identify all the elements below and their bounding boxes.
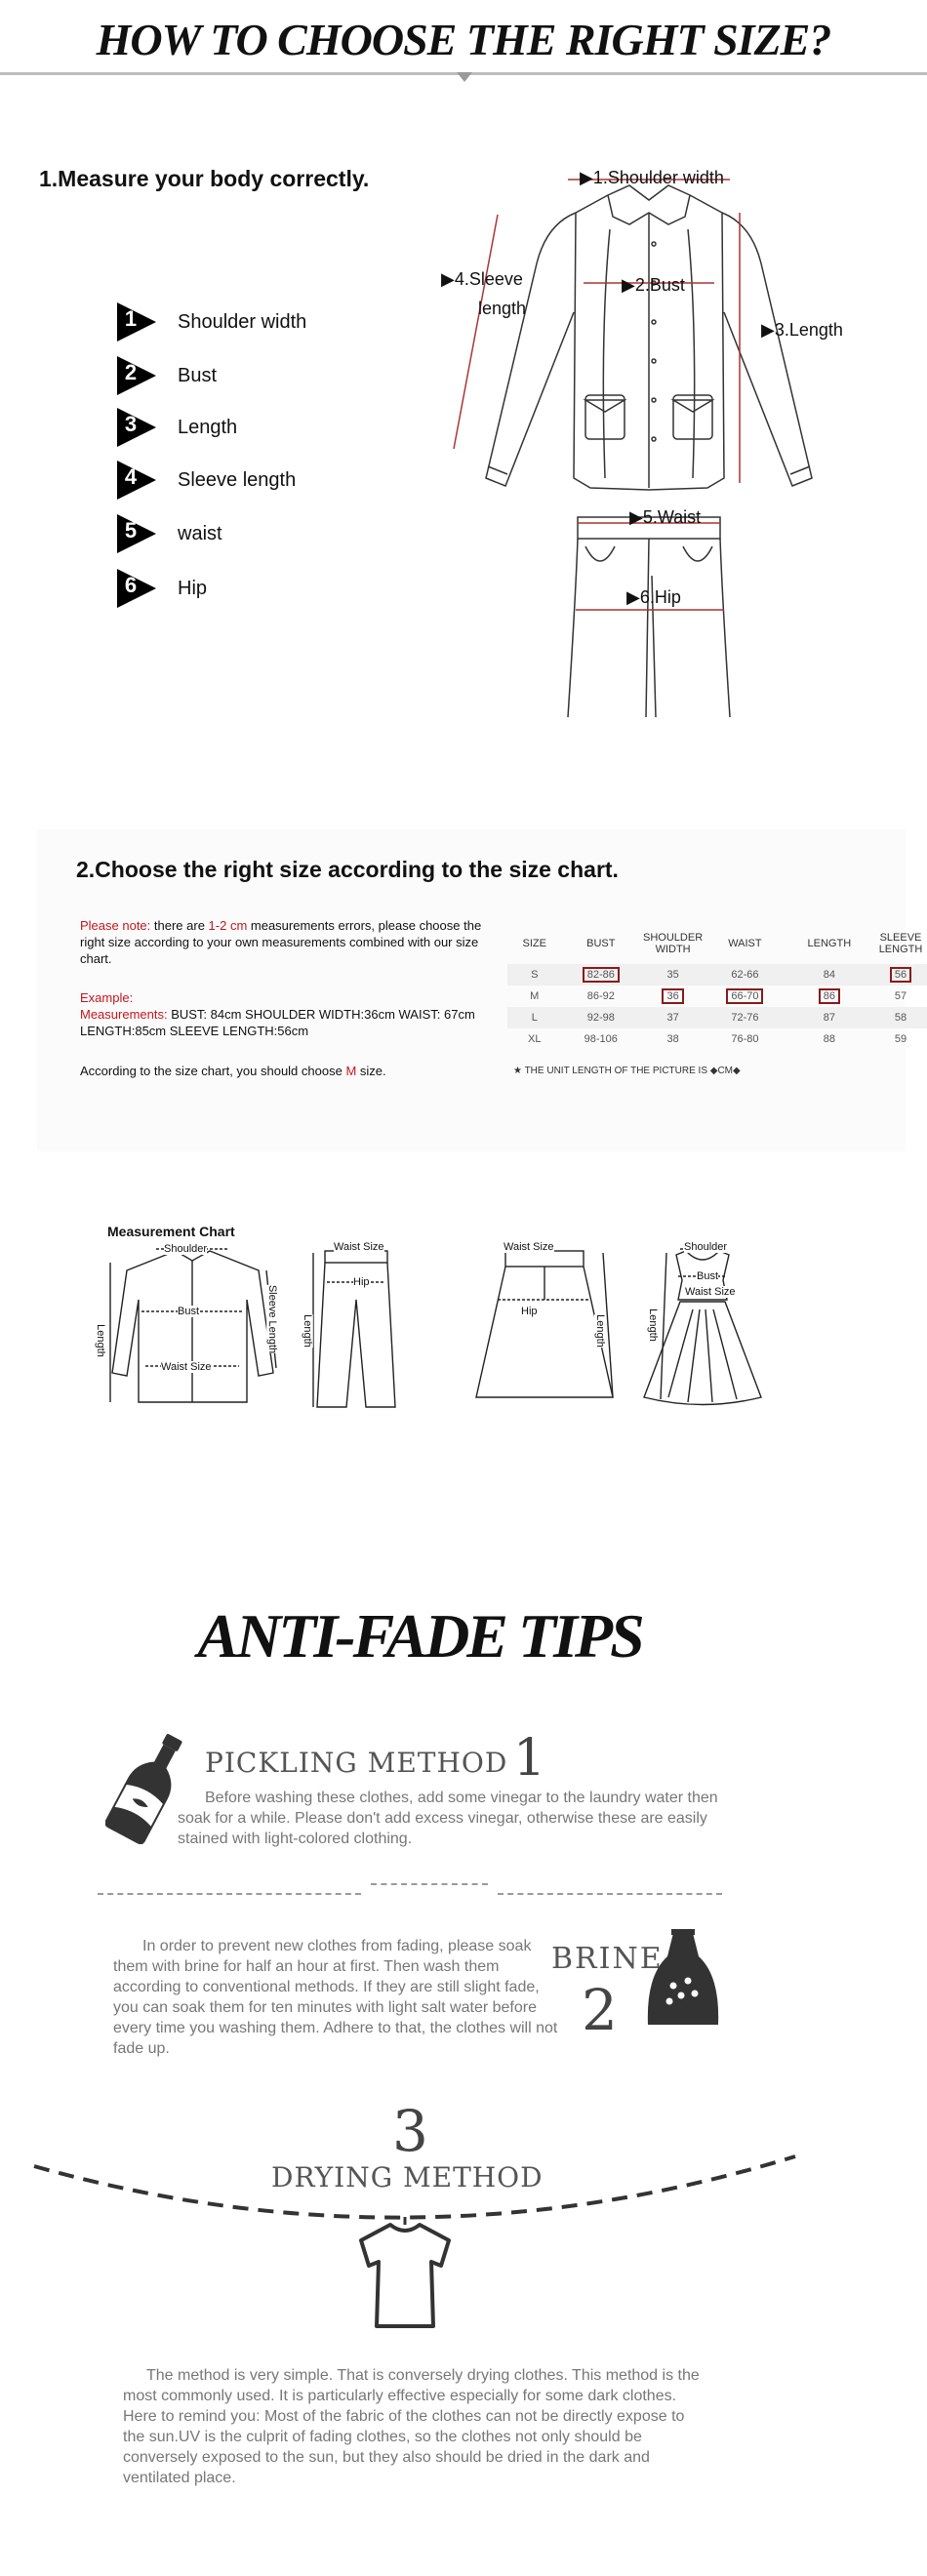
table-cell: 62-66 <box>705 964 785 986</box>
column-header: SHOULDER WIDTH <box>643 932 704 955</box>
dashed-divider <box>498 1893 722 1895</box>
highlighted-value: 36 <box>662 988 683 1004</box>
shirt-length-label: Length <box>94 1324 106 1357</box>
table-row <box>507 964 927 986</box>
measure-item <box>117 514 222 553</box>
pickling-title: PICKLING METHOD <box>205 1747 508 1779</box>
conclusion-suffix: size. <box>356 1064 386 1078</box>
table-cell <box>705 986 785 1007</box>
hip-label: ▶6.Hip <box>626 587 681 607</box>
dress-shoulder-label: Shoulder <box>684 1241 728 1253</box>
page-title: HOW TO CHOOSE THE RIGHT SIZE? <box>96 15 831 64</box>
column-header: BUST <box>586 938 616 949</box>
conclusion-paragraph <box>80 1063 490 1079</box>
pants-waist-label: Waist Size <box>334 1241 384 1253</box>
shirt-waist-label: Waist Size <box>161 1361 212 1373</box>
measure-item <box>117 461 296 500</box>
example-label: Example: <box>80 990 134 1005</box>
pickling-text: Before washing these clothes, add some vinegar to the laundry water then soak for a while. Please don't add excess vinegar, otherwise these are easily stained with light-colored clothing. <box>178 1790 718 1847</box>
shirt-sleeve-label: Sleeve Length <box>266 1284 279 1354</box>
note-prefix: Please note: <box>80 918 151 933</box>
conclusion-text: According to the size chart, you should choose <box>80 1064 346 1078</box>
table-cell: M <box>530 990 540 1002</box>
table-cell: S <box>507 964 562 986</box>
drying-number: 3 <box>392 2098 428 2164</box>
dashed-divider <box>371 1883 488 1885</box>
header-notch <box>457 72 472 82</box>
sleeve-label: ▶4.Sleeve <box>441 269 523 289</box>
sleeve-label-2: length <box>478 299 527 318</box>
measure-item <box>117 408 237 447</box>
table-cell <box>562 964 641 986</box>
skirt-length-label: Length <box>593 1314 606 1348</box>
table-cell: 58 <box>874 1007 927 1028</box>
measure-label: Hip <box>178 577 208 599</box>
dashed-divider <box>98 1893 361 1895</box>
shirt-shoulder-label: Shoulder <box>164 1243 208 1255</box>
table-row <box>507 1007 927 1028</box>
skirt-hip-label: Hip <box>521 1306 538 1317</box>
table-cell: 92-98 <box>562 1007 641 1028</box>
size-table <box>507 923 927 1050</box>
table-cell <box>874 964 927 986</box>
table-cell: 72-76 <box>705 1007 785 1028</box>
note-text: there are <box>150 918 209 933</box>
highlighted-value: 82-86 <box>583 967 620 983</box>
number-badge: 2 <box>117 356 156 395</box>
unit-note: ★ THE UNIT LENGTH OF THE PICTURE IS ◆CM◆ <box>513 1066 741 1076</box>
bust-label: ▶2.Bust <box>622 275 685 295</box>
recommended-size: M <box>345 1064 357 1078</box>
shirt-bust-label: Bust <box>178 1306 200 1317</box>
measure-label: waist <box>178 522 222 544</box>
number-badge: 1 <box>117 302 156 342</box>
measure-label: Shoulder width <box>178 310 307 333</box>
measure-item <box>117 302 306 342</box>
drying-text: The method is very simple. That is conversely drying clothes. This method is the most commonly used. It is particularly effective especially for some dark clothes. Here to remind you: Most of the fabric of the clothes can not be directly expose to the sun.UV is the culprit of fading clothes, so the clothes not only should be conversely exposed to the sun, but they also should be dried in the dark and ventilated place. <box>123 2367 700 2486</box>
table-cell: L <box>507 1007 562 1028</box>
column-header: SIZE <box>522 938 546 949</box>
table-row <box>507 1028 927 1050</box>
measure-item <box>117 356 217 395</box>
table-cell: 37 <box>640 1007 705 1028</box>
number-badge: 6 <box>117 569 156 608</box>
highlighted-value: 66-70 <box>726 988 763 1004</box>
pants-diagram <box>307 1241 405 1417</box>
table-cell: 87 <box>785 1007 874 1028</box>
table-cell: 88 <box>823 1033 835 1045</box>
measure-label: Length <box>178 416 238 438</box>
dress-waist-label: Waist Size <box>685 1286 736 1298</box>
length-label: ▶3.Length <box>761 320 843 340</box>
number-badge: 3 <box>117 408 156 447</box>
salt-shaker-icon <box>644 1927 722 2034</box>
table-cell: 84 <box>785 964 874 986</box>
measure-label: Sleeve length <box>178 468 297 491</box>
brine-title: BRINE <box>551 1942 664 1976</box>
measurements-text: BUST: 84cm SHOULDER WIDTH:36cm WAIST: 67cm LENGTH:85cm SLEEVE LENGTH:56cm <box>80 1007 475 1038</box>
shirt-diagram <box>102 1241 283 1417</box>
table-cell <box>785 986 874 1007</box>
brine-number: 2 <box>582 1977 618 2043</box>
jacket-pants-diagram <box>429 156 839 722</box>
note-rest: measurements errors, please choose the right size according to your own measurements combined with our size chart. <box>80 918 482 966</box>
table-cell: 38 <box>666 1033 679 1045</box>
number-badge: 4 <box>117 461 156 500</box>
measure-item <box>117 569 207 608</box>
table-cell: 98-106 <box>584 1033 618 1045</box>
section2-heading: 2.Choose the right size according to the size chart. <box>76 857 619 882</box>
measurement-chart-title: Measurement Chart <box>107 1224 235 1239</box>
number-badge: 5 <box>117 514 156 553</box>
table-cell: 35 <box>640 964 705 986</box>
column-header: SLEEVE LENGTH <box>878 932 923 955</box>
dress-bust-label: Bust <box>697 1270 719 1282</box>
brine-text: In order to prevent new clothes from fading, please soak them with brine for half an hour at first. Then wash them according to conventional methods. If they are still slight fade, you can soak them for ten minutes with light salt water before every time you washing them. Adhere to that, the clothes will not fade up. <box>113 1938 558 2057</box>
table-cell: 59 <box>894 1033 907 1045</box>
drying-title: DRYING METHOD <box>271 2161 544 2194</box>
measurements-label: Measurements: <box>80 1007 168 1022</box>
table-cell: 86-92 <box>586 990 615 1002</box>
highlighted-value: 56 <box>890 967 911 983</box>
note-paragraph <box>80 917 490 967</box>
table-cell: XL <box>528 1033 542 1045</box>
waist-label: ▶5.Waist <box>629 507 702 527</box>
pants-hip-label: Hip <box>353 1276 370 1288</box>
anti-fade-title: ANTI-FADE TIPS <box>197 1601 642 1670</box>
section1-heading: 1.Measure your body correctly. <box>39 166 370 191</box>
pickling-number: 1 <box>513 1729 546 1788</box>
highlighted-value: 86 <box>819 988 840 1004</box>
measure-label: Bust <box>178 364 218 386</box>
column-header: LENGTH <box>807 938 852 949</box>
table-cell: 57 <box>894 990 907 1002</box>
skirt-waist-label: Waist Size <box>504 1241 554 1253</box>
column-header: WAIST <box>728 938 762 949</box>
measurements-paragraph <box>80 1006 490 1039</box>
table-cell: 76-80 <box>731 1033 759 1045</box>
table-row <box>507 986 927 1007</box>
dress-length-label: Length <box>646 1308 659 1342</box>
table-header-row <box>507 923 927 964</box>
note-error-range: 1-2 cm <box>208 918 248 933</box>
shoulder-width-label: ▶1.Shoulder width <box>580 168 724 187</box>
table-cell <box>640 986 705 1007</box>
tshirt-icon <box>351 2217 459 2334</box>
pants-length-label: Length <box>301 1314 313 1348</box>
